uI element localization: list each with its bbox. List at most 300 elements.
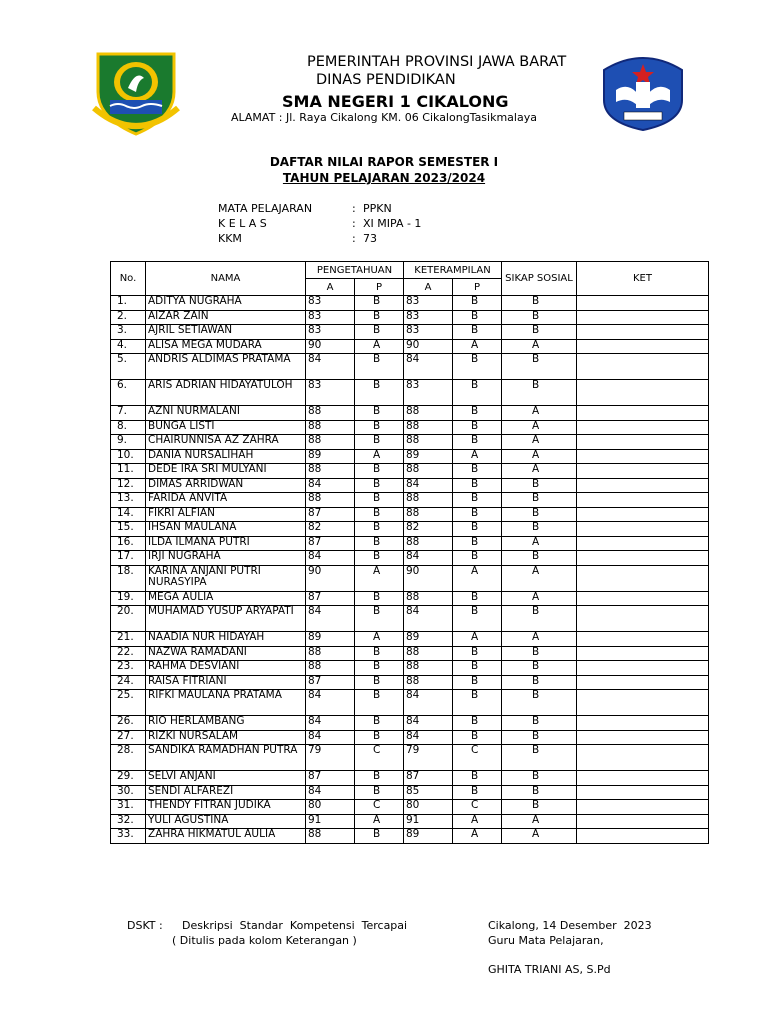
dskt-note: ( Ditulis pada kolom Keterangan )	[172, 934, 357, 947]
cell-ket	[577, 296, 709, 311]
cell-pengetahuan-predikat: A	[355, 632, 404, 647]
table-row	[111, 771, 709, 786]
info-row-class	[0, 217, 768, 231]
header-pengetahuan-p: P	[355, 279, 404, 296]
cell-keterampilan-angka: 88	[404, 435, 453, 450]
cell-sikap-sosial: A	[502, 591, 577, 606]
table-row	[111, 354, 709, 380]
cell-keterampilan-predikat: B	[453, 464, 502, 479]
cell-pengetahuan-angka: 87	[306, 507, 355, 522]
cell-keterampilan-angka: 90	[404, 339, 453, 354]
table-row	[111, 464, 709, 479]
cell-no: 15.	[111, 522, 146, 537]
cell-ket	[577, 675, 709, 690]
cell-pengetahuan-predikat: B	[355, 716, 404, 731]
cell-no: 29.	[111, 771, 146, 786]
table-row	[111, 591, 709, 606]
cell-ket	[577, 522, 709, 537]
cell-nama: KARINA ANJANI PUTRI NURASYIPA	[146, 565, 306, 591]
cell-no: 4.	[111, 339, 146, 354]
cell-pengetahuan-angka: 84	[306, 354, 355, 380]
info-value: PPKN	[363, 202, 392, 215]
table-row	[111, 380, 709, 406]
west-java-emblem-logo	[88, 48, 184, 136]
cell-pengetahuan-predikat: B	[355, 829, 404, 844]
cell-nama: DIMAS ARRIDWAN	[146, 478, 306, 493]
cell-nama: DANIA NURSALIHAH	[146, 449, 306, 464]
cell-keterampilan-predikat: B	[453, 310, 502, 325]
header-keterampilan: KETERAMPILAN	[404, 262, 502, 279]
table-row	[111, 800, 709, 815]
table-row	[111, 661, 709, 676]
cell-sikap-sosial: A	[502, 339, 577, 354]
cell-ket	[577, 690, 709, 716]
cell-sikap-sosial: B	[502, 745, 577, 771]
cell-no: 6.	[111, 380, 146, 406]
cell-keterampilan-predikat: B	[453, 716, 502, 731]
table-row	[111, 310, 709, 325]
header-department: DINAS PENDIDIKAN	[316, 72, 456, 88]
cell-pengetahuan-angka: 88	[306, 435, 355, 450]
cell-ket	[577, 406, 709, 421]
cell-pengetahuan-angka: 88	[306, 420, 355, 435]
cell-keterampilan-angka: 90	[404, 565, 453, 591]
cell-sikap-sosial: A	[502, 406, 577, 421]
signature-place-date: Cikalong, 14 Desember 2023	[488, 919, 652, 932]
cell-no: 16.	[111, 536, 146, 551]
info-label: MATA PELAJARAN	[218, 202, 313, 215]
cell-ket	[577, 771, 709, 786]
info-label: KKM	[218, 232, 242, 245]
cell-no: 8.	[111, 420, 146, 435]
cell-keterampilan-predikat: B	[453, 675, 502, 690]
cell-pengetahuan-predikat: B	[355, 690, 404, 716]
info-value: XI MIPA - 1	[363, 217, 422, 230]
cell-keterampilan-angka: 88	[404, 591, 453, 606]
cell-keterampilan-predikat: A	[453, 339, 502, 354]
table-row	[111, 449, 709, 464]
cell-pengetahuan-predikat: C	[355, 800, 404, 815]
cell-nama: IRJI NUGRAHA	[146, 551, 306, 566]
cell-nama: RIO HERLAMBANG	[146, 716, 306, 731]
cell-no: 30.	[111, 785, 146, 800]
cell-keterampilan-angka: 84	[404, 606, 453, 632]
cell-keterampilan-predikat: B	[453, 420, 502, 435]
cell-nama: FIKRI ALFIAN	[146, 507, 306, 522]
info-value: 73	[363, 232, 377, 245]
cell-nama: RIZKI NURSALAM	[146, 730, 306, 745]
info-row-kkm	[0, 232, 768, 246]
cell-pengetahuan-predikat: B	[355, 661, 404, 676]
cell-no: 12.	[111, 478, 146, 493]
cell-sikap-sosial: B	[502, 296, 577, 311]
cell-keterampilan-predikat: B	[453, 325, 502, 340]
cell-keterampilan-predikat: B	[453, 406, 502, 421]
cell-keterampilan-angka: 83	[404, 296, 453, 311]
cell-ket	[577, 464, 709, 479]
cell-pengetahuan-predikat: B	[355, 591, 404, 606]
table-row	[111, 565, 709, 591]
cell-keterampilan-predikat: A	[453, 565, 502, 591]
table-row	[111, 406, 709, 421]
cell-sikap-sosial: A	[502, 829, 577, 844]
table-row	[111, 716, 709, 731]
cell-ket	[577, 745, 709, 771]
cell-no: 24.	[111, 675, 146, 690]
cell-pengetahuan-angka: 88	[306, 493, 355, 508]
cell-keterampilan-predikat: A	[453, 449, 502, 464]
cell-pengetahuan-predikat: C	[355, 745, 404, 771]
cell-nama: IHSAN MAULANA	[146, 522, 306, 537]
cell-sikap-sosial: A	[502, 536, 577, 551]
cell-pengetahuan-angka: 87	[306, 536, 355, 551]
document-subtitle: TAHUN PELAJARAN 2023/2024	[282, 171, 486, 185]
cell-keterampilan-angka: 91	[404, 814, 453, 829]
info-colon: :	[352, 202, 356, 215]
cell-ket	[577, 449, 709, 464]
cell-pengetahuan-angka: 88	[306, 464, 355, 479]
cell-no: 33.	[111, 829, 146, 844]
tasikmalaya-emblem-logo	[598, 50, 688, 132]
cell-pengetahuan-angka: 84	[306, 730, 355, 745]
cell-sikap-sosial: B	[502, 800, 577, 815]
cell-no: 25.	[111, 690, 146, 716]
cell-nama: RAHMA DESVIANI	[146, 661, 306, 676]
dskt-label: DSKT :	[127, 919, 163, 932]
cell-pengetahuan-angka: 83	[306, 325, 355, 340]
cell-sikap-sosial: B	[502, 716, 577, 731]
table-row	[111, 296, 709, 311]
cell-no: 32.	[111, 814, 146, 829]
cell-keterampilan-angka: 89	[404, 449, 453, 464]
info-colon: :	[352, 232, 356, 245]
cell-sikap-sosial: B	[502, 675, 577, 690]
cell-sikap-sosial: B	[502, 478, 577, 493]
cell-nama: RAISA FITRIANI	[146, 675, 306, 690]
cell-keterampilan-angka: 84	[404, 354, 453, 380]
cell-ket	[577, 493, 709, 508]
cell-sikap-sosial: B	[502, 646, 577, 661]
cell-ket	[577, 730, 709, 745]
cell-nama: ZAHRA HIKMATUL AULIA	[146, 829, 306, 844]
cell-pengetahuan-angka: 87	[306, 591, 355, 606]
cell-pengetahuan-predikat: B	[355, 785, 404, 800]
cell-keterampilan-predikat: B	[453, 522, 502, 537]
table-row	[111, 478, 709, 493]
cell-keterampilan-predikat: B	[453, 785, 502, 800]
cell-nama: AJRIL SETIAWAN	[146, 325, 306, 340]
cell-pengetahuan-angka: 84	[306, 716, 355, 731]
cell-nama: ILDA ILMANA PUTRI	[146, 536, 306, 551]
cell-ket	[577, 785, 709, 800]
cell-sikap-sosial: B	[502, 493, 577, 508]
cell-ket	[577, 420, 709, 435]
cell-nama: ARIS ADRIAN HIDAYATULOH	[146, 380, 306, 406]
cell-nama: RIFKI MAULANA PRATAMA	[146, 690, 306, 716]
cell-sikap-sosial: B	[502, 354, 577, 380]
cell-pengetahuan-predikat: B	[355, 406, 404, 421]
cell-pengetahuan-angka: 83	[306, 380, 355, 406]
cell-nama: CHAIRUNNISA AZ ZAHRA	[146, 435, 306, 450]
cell-nama: NAZWA RAMADANI	[146, 646, 306, 661]
cell-pengetahuan-predikat: B	[355, 522, 404, 537]
cell-sikap-sosial: B	[502, 785, 577, 800]
cell-keterampilan-predikat: B	[453, 354, 502, 380]
table-row	[111, 730, 709, 745]
cell-sikap-sosial: A	[502, 435, 577, 450]
cell-pengetahuan-predikat: B	[355, 464, 404, 479]
cell-pengetahuan-predikat: B	[355, 646, 404, 661]
cell-pengetahuan-predikat: B	[355, 296, 404, 311]
cell-no: 10.	[111, 449, 146, 464]
cell-nama: SANDIKA RAMADHAN PUTRA	[146, 745, 306, 771]
cell-pengetahuan-predikat: B	[355, 478, 404, 493]
cell-pengetahuan-angka: 87	[306, 675, 355, 690]
cell-sikap-sosial: B	[502, 606, 577, 632]
document-title: DAFTAR NILAI RAPOR SEMESTER I	[269, 155, 499, 169]
grades-table	[110, 261, 709, 844]
cell-no: 31.	[111, 800, 146, 815]
cell-pengetahuan-angka: 90	[306, 339, 355, 354]
cell-keterampilan-predikat: B	[453, 591, 502, 606]
cell-ket	[577, 591, 709, 606]
cell-sikap-sosial: B	[502, 310, 577, 325]
header-keterampilan-a: A	[404, 279, 453, 296]
cell-nama: ADITYA NUGRAHA	[146, 296, 306, 311]
cell-sikap-sosial: A	[502, 464, 577, 479]
cell-pengetahuan-angka: 90	[306, 565, 355, 591]
cell-ket	[577, 646, 709, 661]
cell-no: 21.	[111, 632, 146, 647]
cell-keterampilan-angka: 88	[404, 536, 453, 551]
cell-ket	[577, 606, 709, 632]
cell-keterampilan-predikat: B	[453, 606, 502, 632]
cell-keterampilan-predikat: B	[453, 771, 502, 786]
header-ket: KET	[577, 262, 709, 296]
cell-keterampilan-angka: 83	[404, 380, 453, 406]
info-row-subject	[0, 202, 768, 216]
cell-keterampilan-angka: 83	[404, 325, 453, 340]
cell-keterampilan-angka: 88	[404, 507, 453, 522]
cell-no: 20.	[111, 606, 146, 632]
table-row	[111, 522, 709, 537]
cell-keterampilan-angka: 85	[404, 785, 453, 800]
cell-nama: YULI AGUSTINA	[146, 814, 306, 829]
signature-role: Guru Mata Pelajaran,	[488, 934, 604, 947]
header-nama: NAMA	[146, 262, 306, 296]
cell-ket	[577, 551, 709, 566]
cell-no: 7.	[111, 406, 146, 421]
cell-ket	[577, 478, 709, 493]
header-address: ALAMAT : Jl. Raya Cikalong KM. 06 CikalongTasikmalaya	[231, 111, 537, 124]
cell-pengetahuan-predikat: B	[355, 310, 404, 325]
cell-pengetahuan-angka: 83	[306, 296, 355, 311]
cell-pengetahuan-angka: 89	[306, 449, 355, 464]
header-keterampilan-p: P	[453, 279, 502, 296]
cell-no: 1.	[111, 296, 146, 311]
cell-keterampilan-predikat: B	[453, 646, 502, 661]
header-sikap-sosial: SIKAP SOSIAL	[502, 262, 577, 296]
table-row	[111, 646, 709, 661]
cell-pengetahuan-predikat: A	[355, 449, 404, 464]
cell-sikap-sosial: B	[502, 380, 577, 406]
cell-pengetahuan-angka: 84	[306, 478, 355, 493]
cell-keterampilan-predikat: B	[453, 296, 502, 311]
cell-ket	[577, 507, 709, 522]
cell-ket	[577, 814, 709, 829]
cell-keterampilan-angka: 88	[404, 493, 453, 508]
info-label: K E L A S	[218, 217, 267, 230]
cell-pengetahuan-predikat: B	[355, 606, 404, 632]
cell-no: 28.	[111, 745, 146, 771]
cell-ket	[577, 661, 709, 676]
cell-sikap-sosial: B	[502, 661, 577, 676]
cell-no: 13.	[111, 493, 146, 508]
cell-pengetahuan-predikat: B	[355, 536, 404, 551]
cell-pengetahuan-predikat: B	[355, 325, 404, 340]
table-row	[111, 632, 709, 647]
cell-pengetahuan-predikat: B	[355, 675, 404, 690]
cell-ket	[577, 380, 709, 406]
cell-no: 27.	[111, 730, 146, 745]
header-pengetahuan-a: A	[306, 279, 355, 296]
cell-keterampilan-predikat: A	[453, 829, 502, 844]
cell-no: 17.	[111, 551, 146, 566]
cell-pengetahuan-angka: 88	[306, 646, 355, 661]
cell-pengetahuan-predikat: B	[355, 420, 404, 435]
cell-sikap-sosial: B	[502, 507, 577, 522]
cell-pengetahuan-angka: 80	[306, 800, 355, 815]
cell-keterampilan-angka: 83	[404, 310, 453, 325]
cell-pengetahuan-angka: 83	[306, 310, 355, 325]
cell-ket	[577, 325, 709, 340]
header-government: PEMERINTAH PROVINSI JAWA BARAT	[307, 54, 567, 70]
cell-keterampilan-predikat: B	[453, 507, 502, 522]
cell-keterampilan-angka: 84	[404, 551, 453, 566]
cell-keterampilan-predikat: A	[453, 632, 502, 647]
cell-keterampilan-angka: 79	[404, 745, 453, 771]
cell-nama: FARIDA ANVITA	[146, 493, 306, 508]
cell-keterampilan-angka: 84	[404, 478, 453, 493]
cell-keterampilan-angka: 88	[404, 661, 453, 676]
cell-ket	[577, 354, 709, 380]
cell-ket	[577, 310, 709, 325]
table-row	[111, 551, 709, 566]
cell-keterampilan-angka: 88	[404, 464, 453, 479]
cell-nama: ANDRIS ALDIMAS PRATAMA	[146, 354, 306, 380]
cell-sikap-sosial: A	[502, 814, 577, 829]
cell-sikap-sosial: B	[502, 522, 577, 537]
cell-sikap-sosial: A	[502, 449, 577, 464]
cell-keterampilan-predikat: B	[453, 536, 502, 551]
cell-keterampilan-predikat: B	[453, 690, 502, 716]
cell-keterampilan-angka: 84	[404, 716, 453, 731]
table-row	[111, 829, 709, 844]
cell-pengetahuan-angka: 84	[306, 785, 355, 800]
cell-pengetahuan-predikat: B	[355, 354, 404, 380]
table-row	[111, 814, 709, 829]
cell-pengetahuan-angka: 89	[306, 632, 355, 647]
cell-keterampilan-angka: 88	[404, 646, 453, 661]
cell-nama: NAADIA NUR HIDAYAH	[146, 632, 306, 647]
cell-keterampilan-predikat: B	[453, 478, 502, 493]
cell-no: 2.	[111, 310, 146, 325]
cell-ket	[577, 435, 709, 450]
cell-sikap-sosial: A	[502, 565, 577, 591]
cell-keterampilan-angka: 89	[404, 829, 453, 844]
cell-pengetahuan-angka: 91	[306, 814, 355, 829]
cell-no: 5.	[111, 354, 146, 380]
header-pengetahuan: PENGETAHUAN	[306, 262, 404, 279]
table-row	[111, 745, 709, 771]
cell-keterampilan-predikat: C	[453, 800, 502, 815]
table-row	[111, 325, 709, 340]
cell-ket	[577, 339, 709, 354]
cell-pengetahuan-predikat: B	[355, 380, 404, 406]
signature-teacher-name: GHITA TRIANI AS, S.Pd	[488, 963, 611, 976]
cell-nama: BUNGA LISTI	[146, 420, 306, 435]
cell-keterampilan-angka: 82	[404, 522, 453, 537]
cell-no: 19.	[111, 591, 146, 606]
cell-no: 9.	[111, 435, 146, 450]
cell-pengetahuan-predikat: A	[355, 339, 404, 354]
cell-pengetahuan-predikat: B	[355, 771, 404, 786]
table-row	[111, 690, 709, 716]
cell-nama: SELVI ANJANI	[146, 771, 306, 786]
cell-pengetahuan-predikat: A	[355, 814, 404, 829]
cell-pengetahuan-angka: 84	[306, 551, 355, 566]
cell-pengetahuan-angka: 88	[306, 406, 355, 421]
cell-pengetahuan-angka: 79	[306, 745, 355, 771]
cell-pengetahuan-predikat: A	[355, 565, 404, 591]
cell-nama: SENDI ALFAREZI	[146, 785, 306, 800]
cell-pengetahuan-predikat: B	[355, 730, 404, 745]
info-colon: :	[352, 217, 356, 230]
cell-no: 18.	[111, 565, 146, 591]
cell-sikap-sosial: B	[502, 690, 577, 716]
cell-ket	[577, 632, 709, 647]
table-row	[111, 785, 709, 800]
cell-pengetahuan-angka: 88	[306, 661, 355, 676]
cell-nama: ALISA MEGA MUDARA	[146, 339, 306, 354]
cell-nama: THENDY FITRAN JUDIKA	[146, 800, 306, 815]
cell-keterampilan-predikat: B	[453, 435, 502, 450]
cell-keterampilan-predikat: C	[453, 745, 502, 771]
cell-keterampilan-angka: 84	[404, 730, 453, 745]
cell-no: 22.	[111, 646, 146, 661]
cell-sikap-sosial: A	[502, 632, 577, 647]
cell-no: 3.	[111, 325, 146, 340]
cell-pengetahuan-predikat: B	[355, 507, 404, 522]
cell-keterampilan-angka: 88	[404, 406, 453, 421]
cell-keterampilan-predikat: A	[453, 814, 502, 829]
cell-ket	[577, 829, 709, 844]
cell-pengetahuan-angka: 84	[306, 606, 355, 632]
cell-pengetahuan-angka: 82	[306, 522, 355, 537]
table-row	[111, 536, 709, 551]
table-row	[111, 675, 709, 690]
cell-pengetahuan-predikat: B	[355, 435, 404, 450]
cell-ket	[577, 565, 709, 591]
cell-nama: MEGA AULIA	[146, 591, 306, 606]
cell-keterampilan-predikat: B	[453, 551, 502, 566]
cell-no: 14.	[111, 507, 146, 522]
table-row	[111, 420, 709, 435]
cell-no: 11.	[111, 464, 146, 479]
cell-nama: AIZAR ZAIN	[146, 310, 306, 325]
cell-no: 23.	[111, 661, 146, 676]
cell-ket	[577, 800, 709, 815]
